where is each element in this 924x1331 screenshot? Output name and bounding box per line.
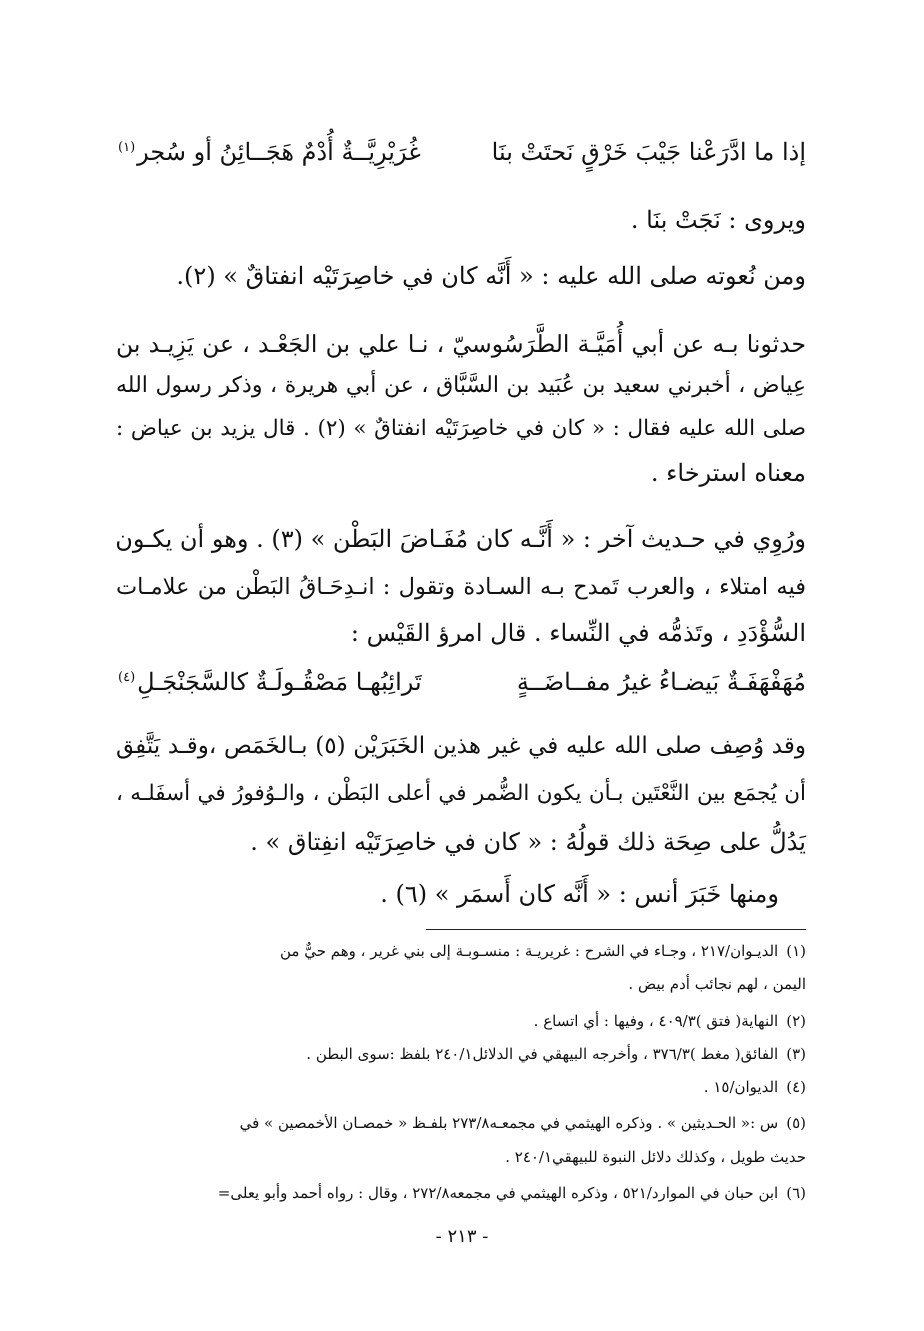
footnote: (٦)ابن حبان في الموارد/٥٢١ ، وذكره الهيثمي في مجمعه٢٧٢/٨ ، وقال : رواه أحمد وأبو يعلى= (217, 1184, 806, 1202)
body-line: وقد وُصِف صلى الله عليه في غير هذين الخَبَرَيْن (٥) بـالخَمَص ،وقـد يَتَّفِق (116, 733, 806, 759)
body-line: ويروى : نَجَتْ بنَا . (630, 206, 806, 234)
verse-2-hemistich-2: تَرائِبُهـا مَصْقُـولَـةٌ كالسَّجَنْجَـلِ$^{(٤)}$ (118, 668, 422, 696)
footnote: (٣)الفائق( مغط )٣٧٦/٣ ، وأخرجه البيهقي في الدلائل٢٤٠/١ بلفظ :سوى البطن . (306, 1045, 806, 1063)
body-line: أن يُجمَع بين النَّعْتَين بـأن يكون الضُّمر في أعلى البَطْن ، والـوُفورُ في أسفَلـه ، (116, 781, 806, 806)
footnote-ref: (١) (118, 140, 136, 155)
body-line: السُّؤْدَدِ ، وتَذمُّه في النِّساء . قال امرؤ القَيْس : (350, 619, 806, 647)
body-line: فيه امتلاء ، والعرب تَمدح بـه السـادة وتقول : انـدِحَـاقُ البَطْن من علامـات (116, 574, 806, 600)
body-line: يَدُلُّ على صِحَة ذلك قولُهُ : « كان في خاصِرَتَيْه انفِتاق » . (250, 828, 806, 856)
page-number: - ٢١٣ - (435, 1226, 489, 1247)
body-line: عِياض ، أخبرني سعيد بن عُبَيد بن السَّبَّاق ، عن أبي هريرة ، وذكر رسول الله (116, 373, 806, 398)
body-line: حدثونا بـه عن أبي أُمَيَّـة الطَّرَسُوسيّ ، نـا علي بن الجَعْـد ، عن يَزِيـد بن (116, 330, 806, 358)
footnote-separator (426, 929, 806, 930)
verse-2 (116, 668, 806, 708)
body-line: ورُوِي في حـديث آخر : « أَنَّـه كان مُفَـاضَ البَطْن » (٣) . وهو أن يكـون (115, 525, 806, 553)
body-line: صلى الله عليه فقال : « كان في خاصِرَتَيْه انفتاقٌ » (٢) . قال يزيد بن عياض : (116, 416, 807, 441)
verse-1-hemistich-1: إذا ما ادَّرَعْنا جَيْبَ خَرْقٍ نَحتَتْ بنَا (491, 138, 806, 166)
footnote: (٤)الديوان/١٥ . (703, 1078, 806, 1096)
footnote-continuation: حديث طويل ، وكذلك دلائل النبوة للبيهقي٢٤٠/١ . (505, 1148, 806, 1166)
footnote-ref: (٤) (118, 670, 136, 685)
footnote: (٢)النهاية( فتق )٤٠٩/٣ ، وفيها : أي اتساع . (533, 1012, 806, 1030)
body-line: ومنها خَبَرَ أنس : « أَنَّه كان أَسمَر » (٦) . (380, 880, 779, 908)
verse-2-hemistich-1: مُهَفْهَفَـةٌ بَيضـاءُ غيرُ مفــاضَــةٍ (516, 668, 806, 696)
footnote: (٥)س :« الحـديثين » . وذكره الهيثمي في مجمعـه٢٧٣/٨ بلفـظ « خمصـان الأخمصين » في (239, 1114, 806, 1132)
verse-1 (116, 138, 806, 178)
footnote: (١)الديـوان/٢١٧ ، وجـاء في الشرح : غريريـة : منسـوبـة إلى بني غرير ، وهم حيٌّ من (280, 942, 806, 960)
body-line: معناه استرخاء . (650, 459, 806, 487)
body-line: ومن نُعوته صلى الله عليه : « أَنَّه كان في خاصِرَتَيْه انفتاقٌ » (٢). (176, 262, 806, 290)
verse-1-hemistich-2: غُرَيْرِيَّــةٌ أُدْمٌ هَجَــائِنُ أو سُجر$^{(١)}$ (118, 138, 421, 166)
footnote-continuation: اليمن ، لهم نجائب أدم بيض . (628, 975, 806, 993)
